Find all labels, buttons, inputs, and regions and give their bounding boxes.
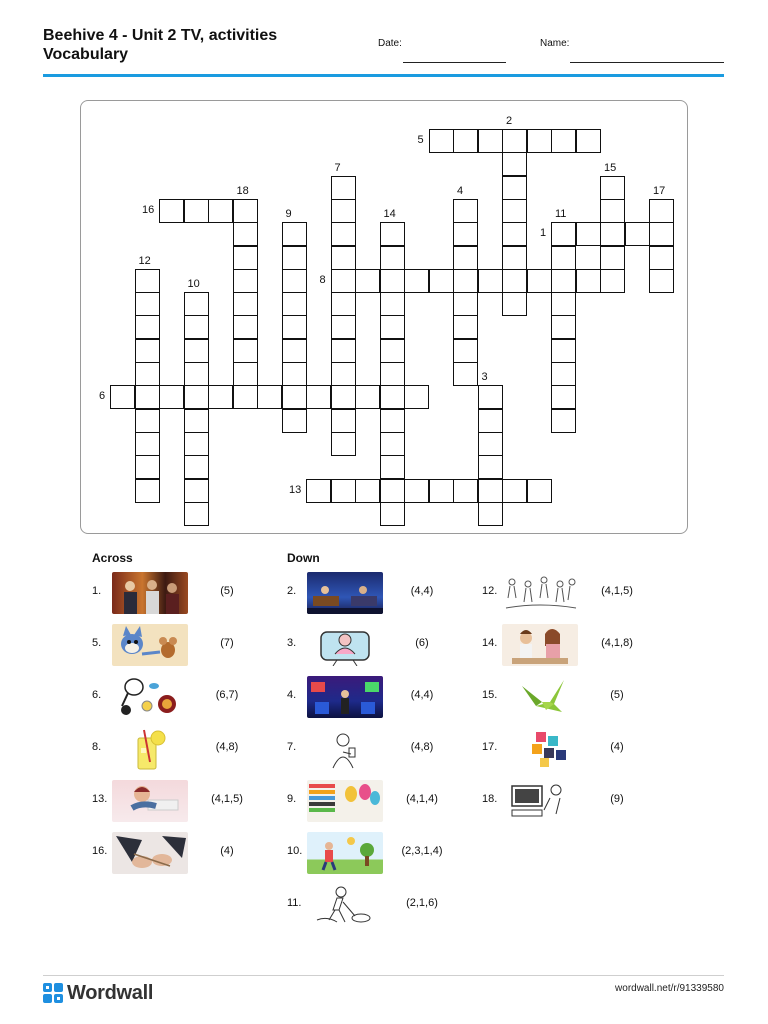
clue-number: 12. [482, 585, 498, 597]
clue-down-14 [482, 622, 662, 668]
clue-number: 7. [287, 741, 297, 753]
clue-number-label: 7 [334, 161, 341, 174]
clue-down-17 [482, 726, 662, 772]
footer-divider [43, 975, 724, 976]
clue-number: 6. [92, 689, 102, 701]
answer-length: (2,1,6) [406, 897, 438, 909]
clue-number: 1. [92, 585, 102, 597]
clue-number-label: 18 [236, 184, 249, 197]
answer-length: (5) [220, 585, 234, 597]
crossword-frame [80, 100, 688, 534]
answer-length: (4,1,4) [406, 793, 438, 805]
clue-number: 3. [287, 637, 297, 649]
clue-number: 2. [287, 585, 297, 597]
answer-length: (4,8) [410, 741, 434, 753]
clue-across-5 [92, 622, 272, 668]
clue-number: 16. [92, 845, 108, 857]
answer-length: (4,4) [410, 585, 434, 597]
birthday-card-markers-image [307, 780, 383, 822]
down-heading: Down [287, 551, 320, 565]
clue-number-label: 17 [653, 184, 666, 197]
answer-length: (4,4) [410, 689, 434, 701]
party-crowd-sketch-image [502, 572, 578, 614]
clue-across-13 [92, 778, 272, 824]
cartoon-cat-mouse-image [112, 624, 188, 666]
date-label: Date: [378, 38, 402, 49]
clue-number-label: 11 [555, 208, 567, 221]
clue-number-label: 16 [142, 203, 155, 216]
clue-number-label: 14 [383, 208, 396, 221]
clue-number-label: 3 [481, 371, 488, 384]
clue-number-label: 12 [138, 254, 151, 267]
clue-down-12 [482, 570, 662, 616]
answer-length: (6) [415, 637, 429, 649]
clue-number-label: 15 [604, 161, 617, 174]
clue-number-label: 6 [99, 390, 106, 403]
clue-down-18 [482, 778, 662, 824]
wordwall-logo [43, 982, 153, 1004]
clue-number: 15. [482, 689, 498, 701]
origami-bird-image [502, 676, 578, 718]
clue-number: 13. [92, 793, 108, 805]
computer-typing-sketch-image [502, 780, 578, 822]
tv-show-cartoon-image [307, 624, 383, 666]
answer-length: (6,7) [215, 689, 239, 701]
answer-length: (4,1,8) [601, 637, 633, 649]
clue-number-label: 13 [289, 483, 302, 496]
clue-number: 11. [287, 897, 302, 909]
clue-down-10 [287, 830, 467, 876]
clue-down-11 [287, 882, 467, 928]
worksheet-title [43, 26, 343, 64]
clue-across-6 [92, 674, 272, 720]
lemonade-glass-image [112, 728, 188, 770]
answer-length: (4,8) [215, 741, 239, 753]
clue-down-4 [287, 674, 467, 720]
person-on-phone-image [307, 728, 383, 770]
title-line-1: Beehive 4 - Unit 2 TV, activities [43, 27, 278, 44]
name-label: Name: [540, 38, 570, 49]
answer-length: (2,3,1,4) [401, 845, 443, 857]
clue-number: 9. [287, 793, 297, 805]
clue-down-15 [482, 674, 662, 720]
clue-across-1 [92, 570, 272, 616]
clue-down-2 [287, 570, 467, 616]
clue-down-9 [287, 778, 467, 824]
clue-number: 4. [287, 689, 297, 701]
clue-number-label: 2 [506, 115, 513, 127]
clue-number-label: 10 [187, 278, 200, 291]
boy-in-park-image [307, 832, 383, 874]
clue-across-16 [92, 830, 272, 876]
clue-down-3 [287, 622, 467, 668]
answer-length: (9) [610, 793, 624, 805]
title-line-2: Vocabulary [43, 46, 129, 63]
band-performing-image [112, 572, 188, 614]
clue-number: 17. [482, 741, 498, 753]
answer-length: (4,1,5) [211, 793, 243, 805]
knitting-hands-image [112, 832, 188, 874]
wordwall-brand-text: Wordwall [67, 981, 154, 1004]
answer-length: (4,1,5) [601, 585, 633, 597]
boy-walking-dog-image [307, 884, 383, 926]
header-divider [43, 74, 724, 77]
across-heading: Across [92, 551, 133, 565]
answer-length: (5) [610, 689, 624, 701]
clue-down-7 [287, 726, 467, 772]
clue-number: 14. [482, 637, 498, 649]
clue-number: 18. [482, 793, 498, 805]
game-show-stage-image [307, 676, 383, 718]
name-field-line [570, 62, 724, 63]
man-sketching-image [112, 780, 188, 822]
clue-number-label: 4 [457, 184, 464, 197]
clue-number-label: 5 [417, 134, 424, 146]
mother-child-puzzle-image [502, 624, 578, 666]
clue-number: 8. [92, 741, 102, 753]
clue-number-label: 9 [285, 208, 292, 221]
sports-equipment-image [112, 676, 188, 718]
answer-length: (7) [220, 637, 234, 649]
activity-url[interactable]: wordwall.net/r/91339580 [615, 983, 724, 994]
wordwall-logo-icon [43, 983, 63, 1003]
date-field-line [403, 62, 506, 63]
clue-number: 10. [287, 845, 303, 857]
clue-number-label: 8 [319, 273, 326, 286]
clue-number-label: 1 [540, 227, 547, 240]
clue-across-8 [92, 726, 272, 772]
answer-length: (4) [610, 741, 624, 753]
clue-number: 5. [92, 637, 102, 649]
answer-length: (4) [220, 845, 234, 857]
talk-show-studio-image [307, 572, 383, 614]
jigsaw-pieces-image [502, 728, 578, 770]
